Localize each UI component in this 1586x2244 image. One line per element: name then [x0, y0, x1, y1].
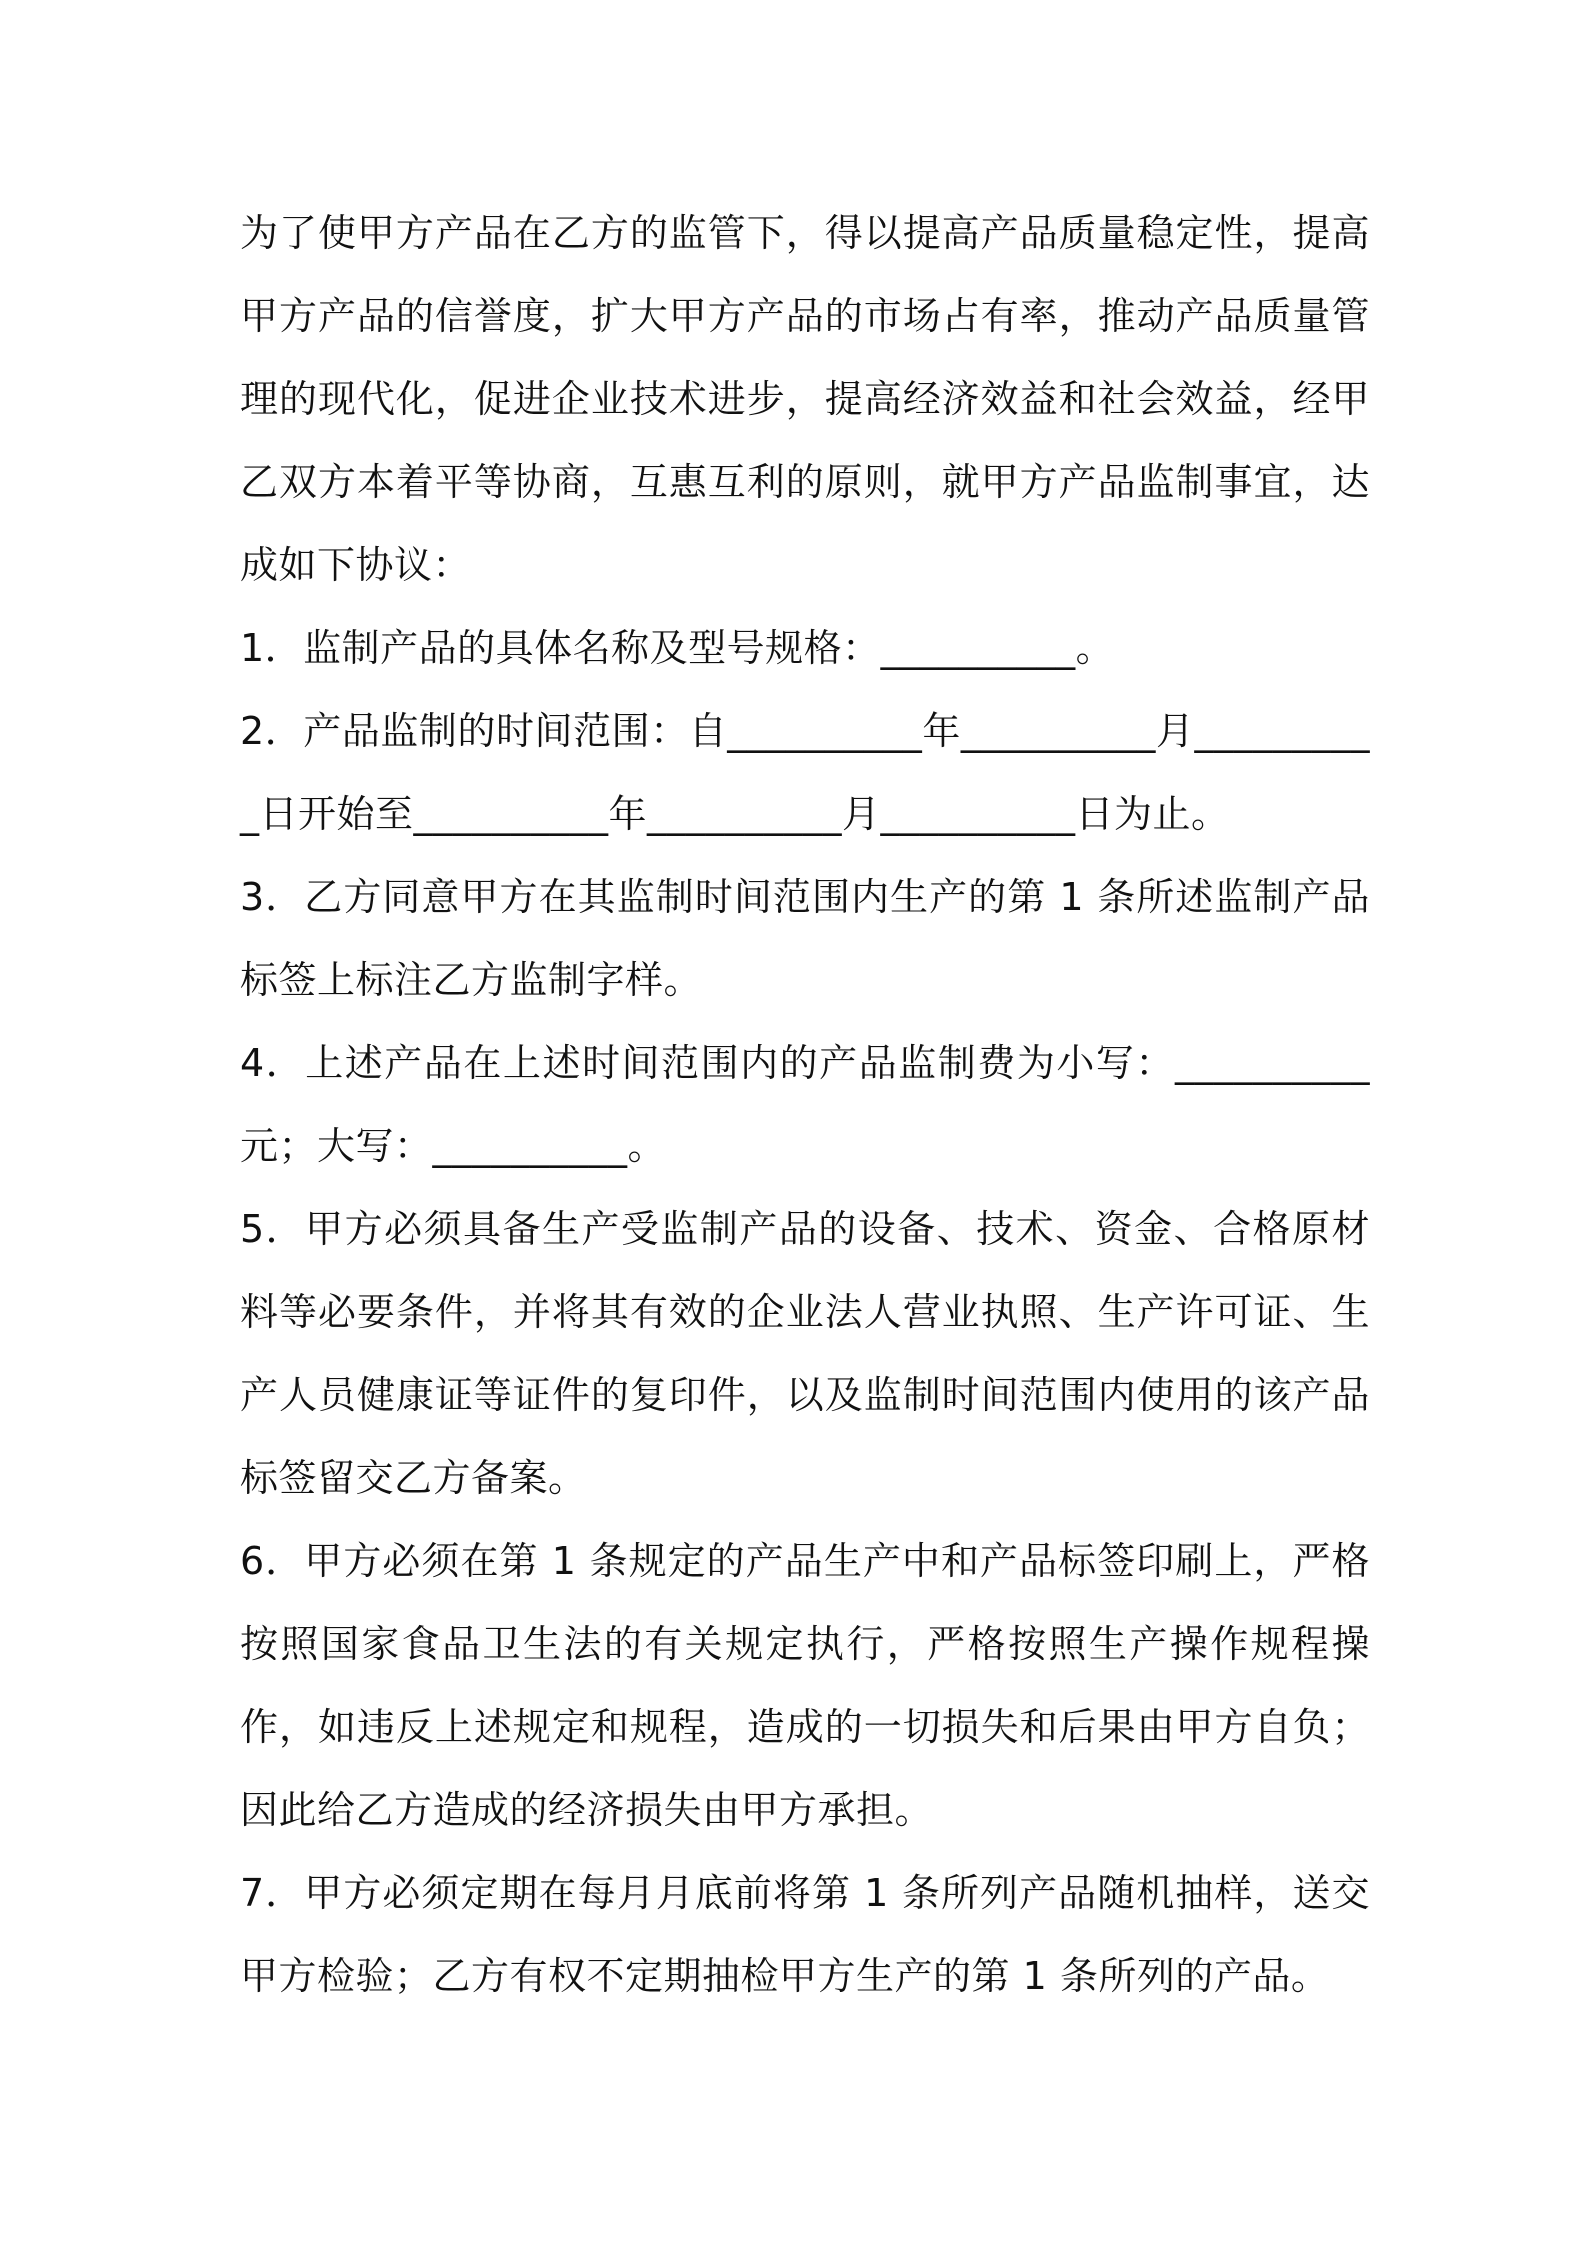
clause-3-paragraph: 3．乙方同意甲方在其监制时间范围内生产的第 1 条所述监制产品标签上标注乙方监制字样。: [240, 875, 1370, 1002]
preamble-paragraph: 为了使甲方产品在乙方的监管下，得以提高产品质量稳定性，提高甲方产品的信誉度，扩大甲方产品的市场占有率，推动产品质量管理的现代化，促进企业技术进步，提高经济效益和社会效益，经甲乙双方本着平等协商，互惠互利的原则，就甲方产品监制事宜，达成如下协议：: [240, 211, 1370, 587]
clause-5-paragraph: 5．甲方必须具备生产受监制产品的设备、技术、资金、合格原材料等必要条件，并将其有效的企业法人营业执照、生产许可证、生产人员健康证等证件的复印件，以及监制时间范围内使用的该产品标签留交乙方备案。: [240, 1207, 1370, 1500]
document-body: [240, 192, 1370, 2018]
clause-1-paragraph: 1．监制产品的具体名称及型号规格：__________。: [240, 626, 1115, 670]
clause-7-paragraph: 7．甲方必须定期在每月月底前将第 1 条所列产品随机抽样，送交甲方检验；乙方有权不定期抽检甲方生产的第 1 条所列的产品。: [240, 1871, 1370, 1998]
clause-4-paragraph: 4．上述产品在上述时间范围内的产品监制费为小写：__________元；大写：__________。: [240, 1041, 1370, 1168]
clause-6-paragraph: 6．甲方必须在第 1 条规定的产品生产中和产品标签印刷上，严格按照国家食品卫生法的有关规定执行，严格按照生产操作规程操作，如违反上述规定和规程，造成的一切损失和后果由甲方自负；因此给乙方造成的经济损失由甲方承担。: [240, 1539, 1370, 1832]
clause-2-paragraph: 2．产品监制的时间范围：自__________年__________月__________日开始至__________年__________月__________日为止。: [240, 709, 1370, 836]
